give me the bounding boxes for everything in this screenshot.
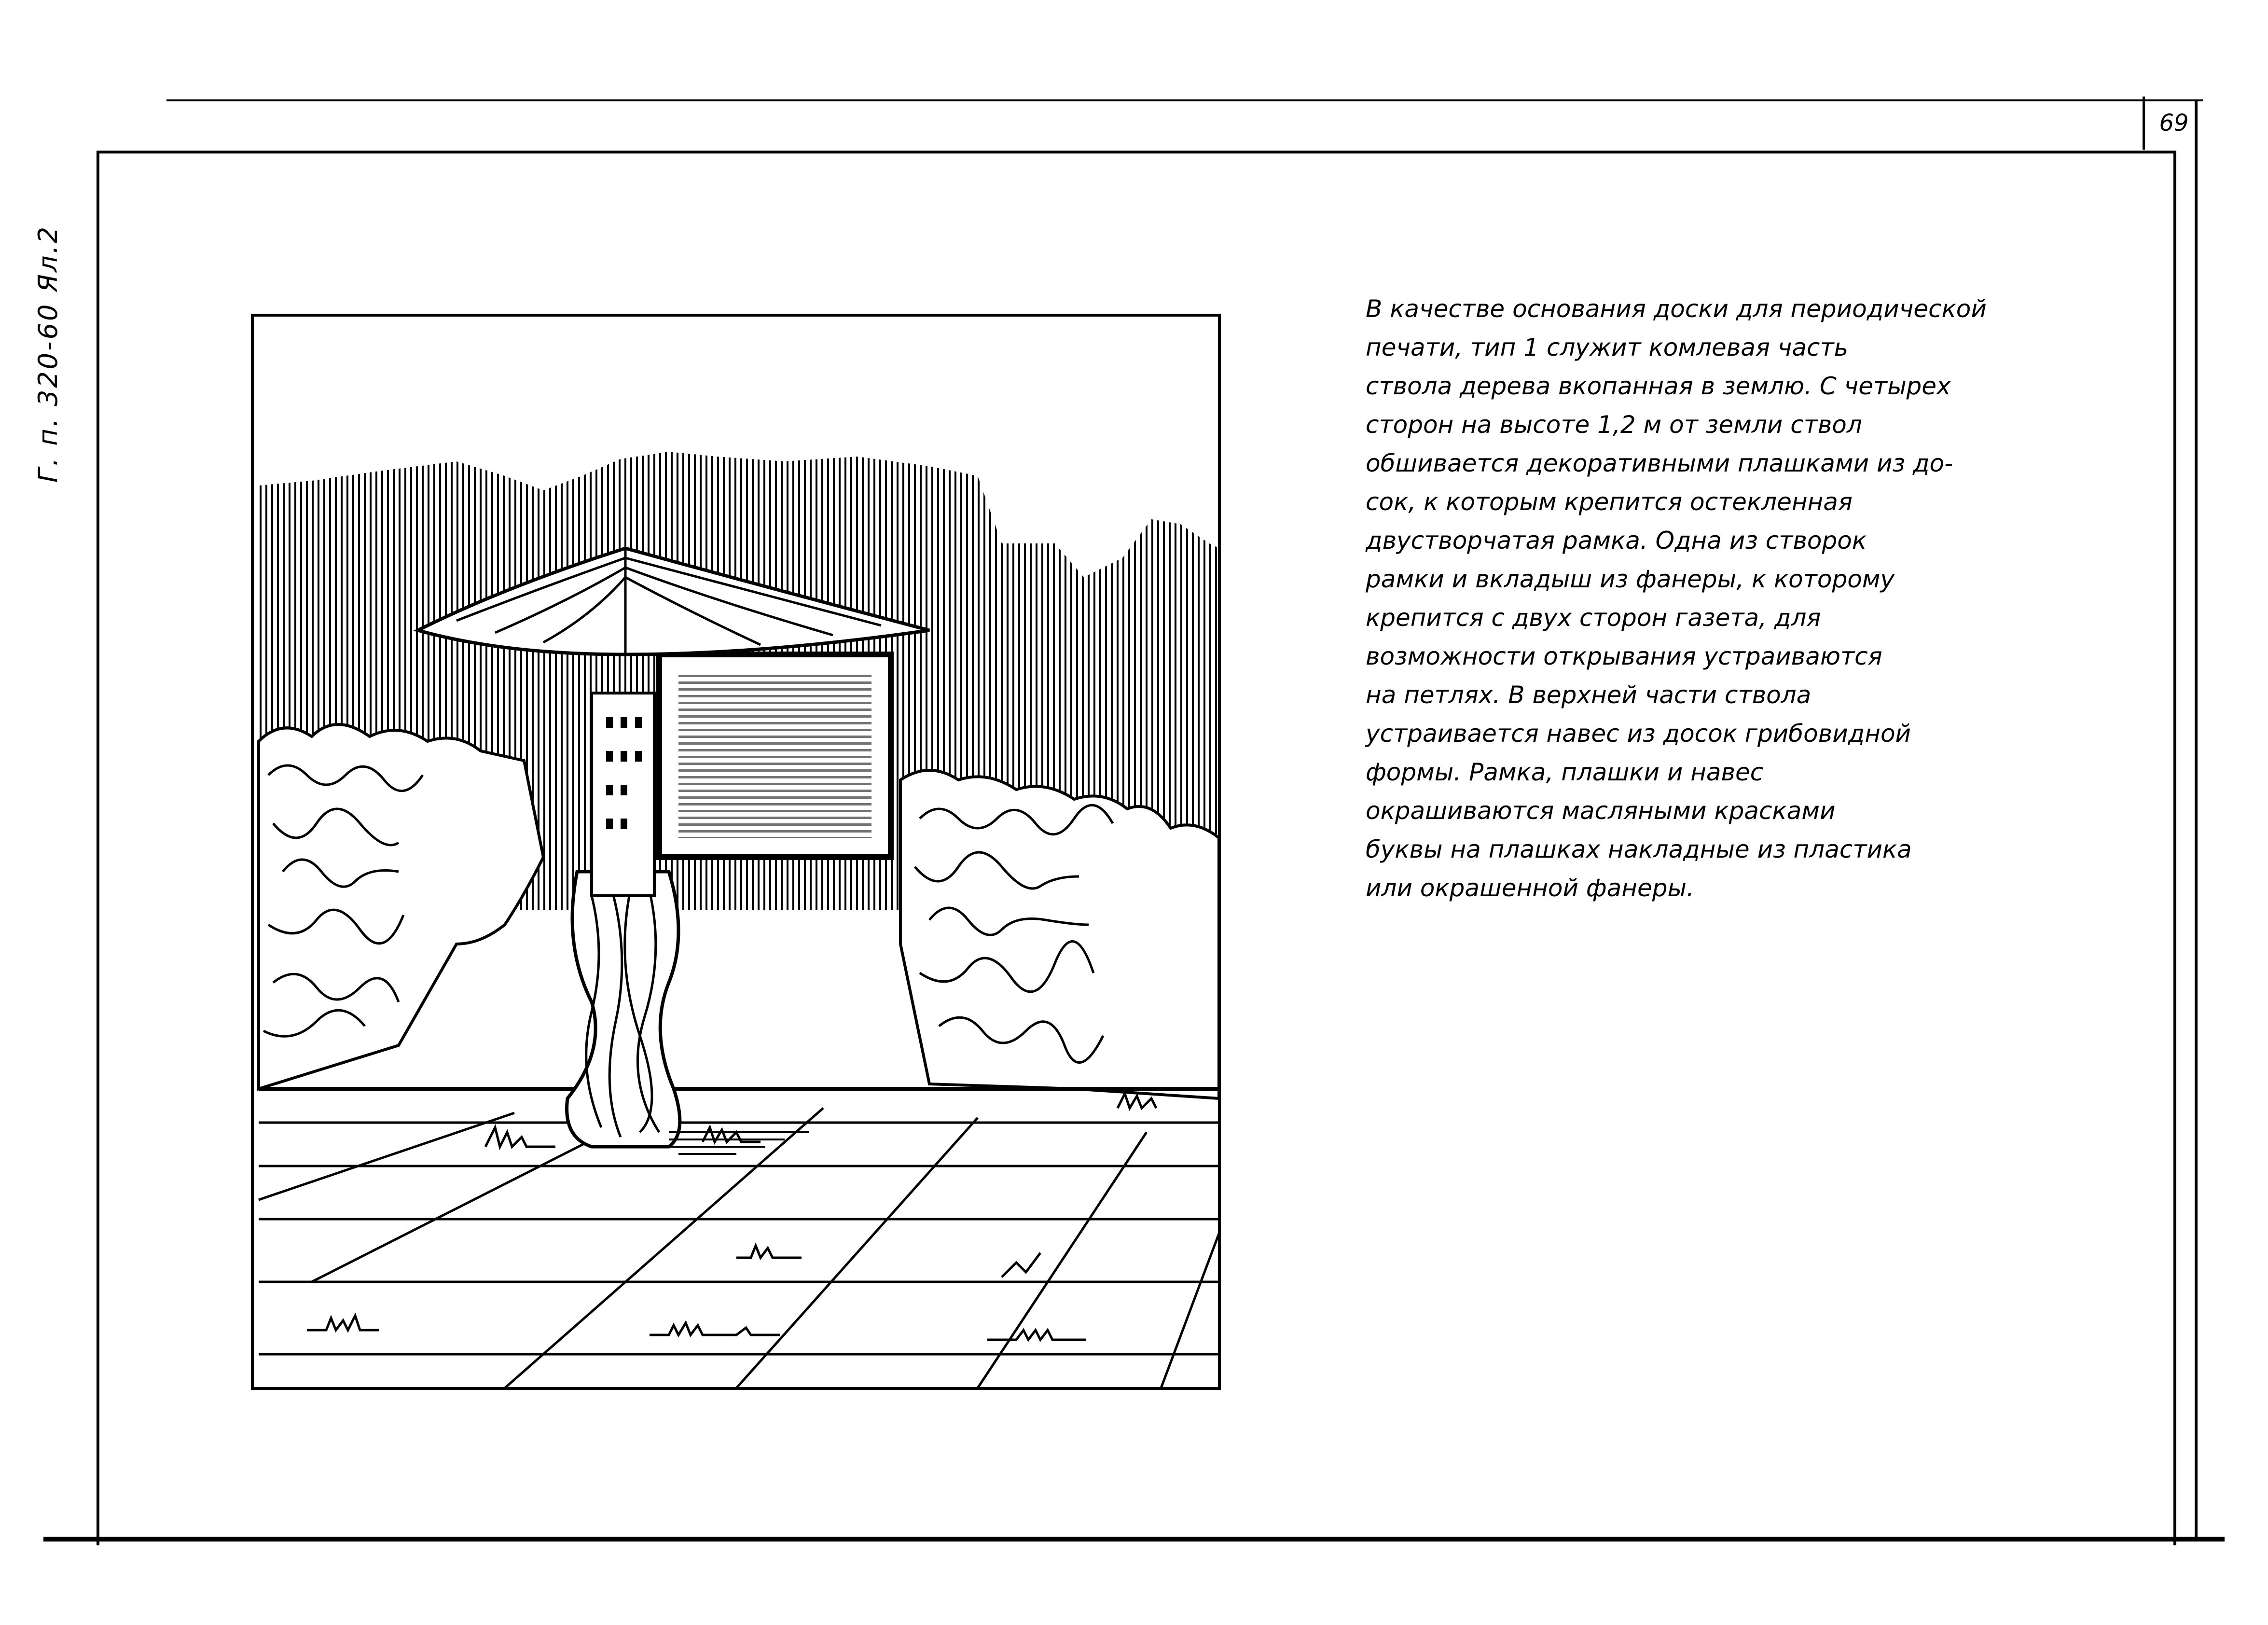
description-line: буквы на плашках накладные из пластика bbox=[1366, 835, 1912, 863]
description-line: ствола дерева вкопанная в землю. С четырех bbox=[1366, 372, 1951, 400]
grass-tufts bbox=[307, 1094, 1156, 1340]
illustration-frame bbox=[251, 314, 1221, 1390]
description-text bbox=[1366, 290, 2080, 907]
document-code: Г. п. 320-60 Ял.2 bbox=[33, 224, 63, 483]
top-rule bbox=[166, 99, 2203, 101]
description-line: рамки и вкладыш из фанеры, к которому bbox=[1366, 565, 1895, 593]
description-line: окрашиваются масляными красками bbox=[1366, 797, 1836, 825]
description-line: или окрашенной фанеры. bbox=[1366, 874, 1694, 902]
right-edge-rule bbox=[2195, 99, 2198, 1538]
newspaper-stand-illustration bbox=[254, 317, 1221, 1390]
description-line: сок, к которым крепится остекленная bbox=[1366, 488, 1853, 516]
page-number: 69 bbox=[2143, 97, 2203, 150]
description-line: на петлях. В верхней части ствола bbox=[1366, 681, 1812, 709]
tree-trunk bbox=[567, 872, 680, 1147]
display-board-glass bbox=[678, 674, 871, 838]
description-line: двустворчатая рамка. Одна из створок bbox=[1366, 527, 1867, 555]
description-line: крепится с двух сторон газета, для bbox=[1366, 604, 1821, 632]
description-line: В качестве основания доски для периодической bbox=[1366, 295, 1987, 323]
description-line: устраивается навес из досок грибовидной bbox=[1366, 720, 1911, 748]
description-line: печати, тип 1 служит комлевая часть bbox=[1366, 333, 1849, 361]
description-line: обшивается декоративными плашками из до- bbox=[1366, 449, 1953, 477]
description-line: возможности открывания устраиваются bbox=[1366, 642, 1882, 670]
description-line: сторон на высоте 1,2 м от земли ствол bbox=[1366, 411, 1862, 439]
bushes-left bbox=[259, 724, 543, 1089]
description-line: формы. Рамка, плашки и навес bbox=[1366, 758, 1764, 786]
